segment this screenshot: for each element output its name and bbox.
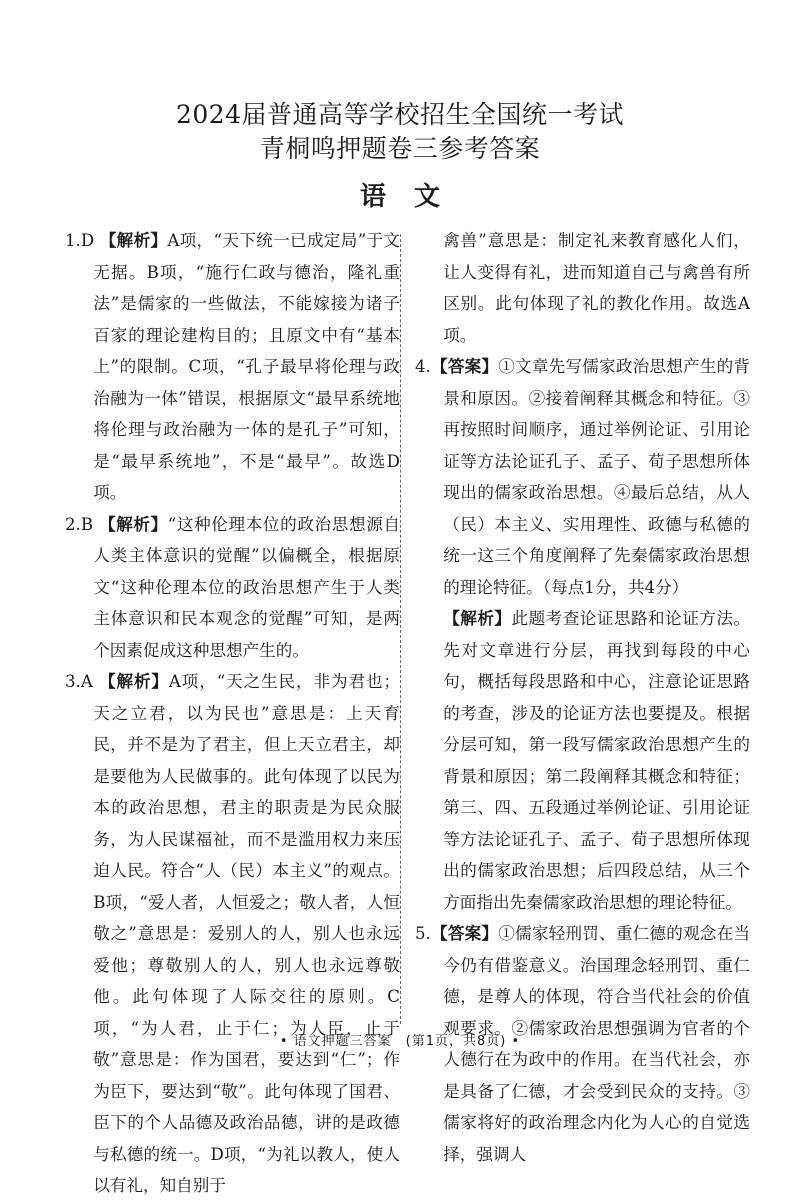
answer-item-4: 4.【答案】①文章先写儒家政治思想产生的背景和原因。②接着阐释其概念和特征。③再按照时间顺序，通过举例论证、引用论证等方法论证孔子、孟子、荀子思想所体现出的儒家政治思想。④最后总结，从人（民）本主义、实用理性、政德与私德的统一这三个角度阐释了先秦儒家政治思想的理论特征。（每点1分，共4分） (415, 357, 751, 597)
answer-item-2: 2.B 【解析】“这种伦理本位的政治思想源自人类主体意识的觉醒”以偏概全，根据原文“这种伦理本位的政治思想产生于人类主体意识和民本观念的觉醒”可知，是两个因素促成这种思想产生的。 (65, 514, 401, 660)
column-divider (400, 234, 401, 1024)
answer-item-4-analysis: 【解析】此题考查论证思路和论证方法。先对文章进行分层，再找到每段的中心句，概括每段思路和中心，注意论证思路的考查，涉及的论证方法也要提及。根据分层可知，第一段写儒家政治思想产生的背景和原因；第二段阐释其概念和特征；第三、四、五段通过举例论证、引用论证等方法论证孔子、孟子、荀子思想所体现出的儒家政治思想；后四段总结，从三个方面指出先秦儒家政治思想的理论特征。 (443, 609, 751, 912)
answer-item-5: 5.【答案】①儒家轻刑罚、重仁德的观念在当今仍有借鉴意义。治国理念轻刑罚、重仁德，是尊人的体现，符合当代社会的价值观要求。②儒家政治思想强调为官者的个人德行在为政中的作用。在当代社会，亦是具备了仁德，才会受到民众的支持。③儒家将好的政治理念内化为人心的自觉选择，强调人 (415, 924, 751, 1164)
title-block (0, 98, 800, 166)
answer-item-3: 3.A 【解析】A项，“天之生民，非为君也；天之立君，以为民也”意思是：上天育民，并不是为了君主，但上天立君主，却是要他为人民做事的。此句体现了以民为本的政治思想，君主的职责是为民众服务，为人民谋福祉，而不是滥用权力来压迫人民。符合“人（民）本主义”的观点。B项，“爱人者，人恒爱之；敬人者，人恒敬之”意思是：爱别人的人，别人也永远爱他；尊敬别人的人，别人也永远尊敬他。此句体现了人际交往的原则。C项，“为人君，止于仁；为人臣，止于敬”意思是：作为国君，要达到“仁”；作为臣下，要达到“敬”。此句体现了国君、臣下的个人品德及政治品德，讲的是政德与私德的统一。D项，“为礼以教人，使人以有礼，知自别于 (65, 672, 401, 1195)
page-footer: • 语文押题三答案 (第1页，共8页) • (279, 1034, 521, 1049)
subject-heading: 语文 (359, 182, 468, 212)
left-column (65, 225, 400, 1202)
right-column (415, 225, 750, 1170)
exam-title: 2024届普通高等学校招生全国统一考试 (175, 100, 625, 129)
answer-item-3-continued: 禽兽”意思是：制定礼来教育感化人们，让人变得有礼，进而知道自己与禽兽有所区别。此句体现了礼的教化作用。故选A项。 (443, 231, 750, 345)
exam-subtitle: 青桐鸣押题卷三参考答案 (259, 134, 541, 163)
answer-item-1: 1.D 【解析】A项，“天下统一已成定局”于文无据。B项，“施行仁政与德治，隆礼重法”是儒家的一些做法，不能嫁接为诸子百家的理论建构目的；且原文中有“基本上”的限制。C项，“孔子最早将伦理与政治融为一体”错误，根据原文“最早系统地将伦理与政治融为一体的是孔子”可知，是“最早系统地”，不是“最早”。故选D项。 (65, 231, 401, 502)
